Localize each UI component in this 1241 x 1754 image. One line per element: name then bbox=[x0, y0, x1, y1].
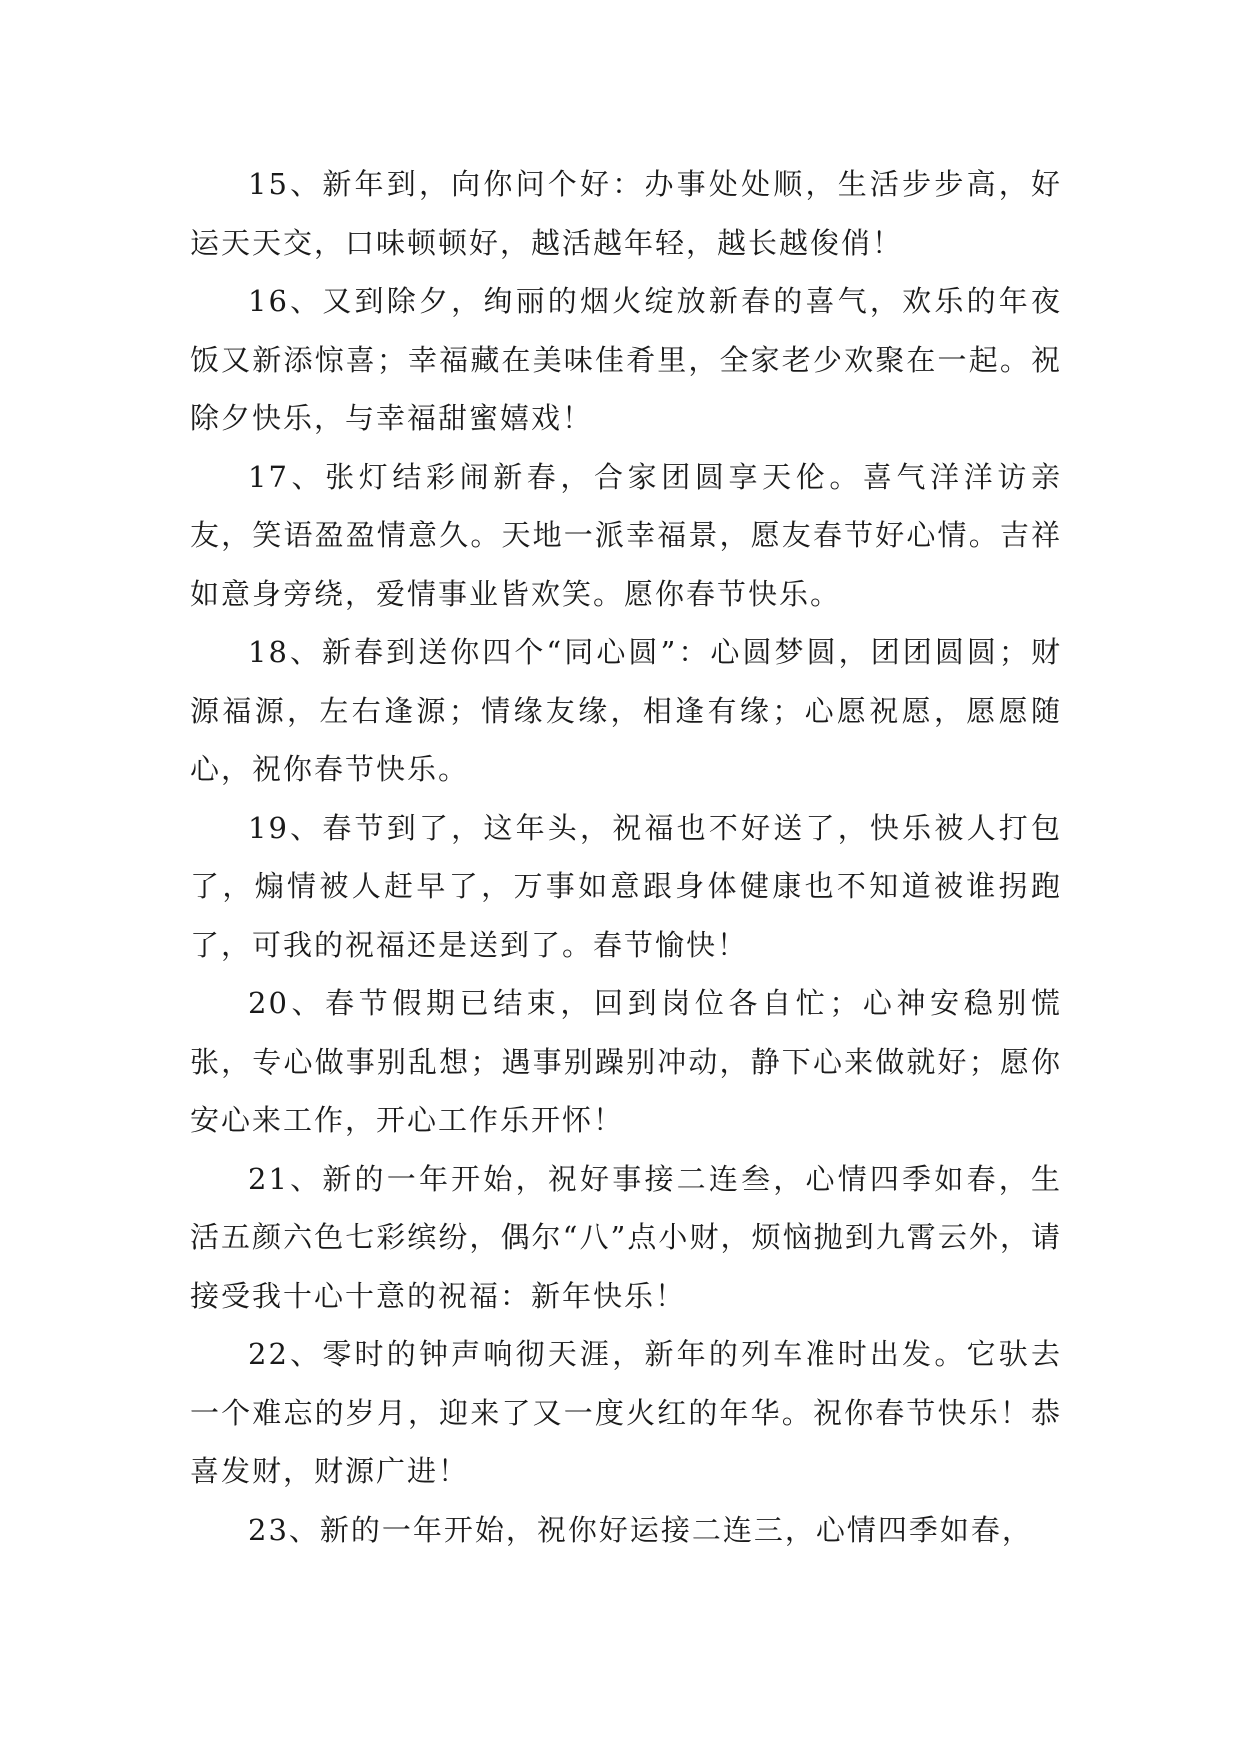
paragraph-19: 19、春节到了，这年头，祝福也不好送了，快乐被人打包了，煽情被人赶早了，万事如意跟身体健康也不知道被谁拐跑了，可我的祝福还是送到了。春节愉快！ bbox=[190, 810, 1062, 962]
paragraph-22: 22、零时的钟声响彻天涯，新年的列车准时出发。它驮去一个难忘的岁月，迎来了又一度火红的年华。祝你春节快乐！恭喜发财，财源广进！ bbox=[190, 1337, 1062, 1488]
paragraph-15: 15、新年到，向你问个好：办事处处顺，生活步步高，好运天天交，口味顿顿好，越活越年轻，越长越俊俏！ bbox=[190, 167, 1062, 260]
paragraph-18: 18、新春到送你四个“同心圆”：心圆梦圆，团团圆圆；财源福源，左右逢源；情缘友缘，相逢有缘；心愿祝愿，愿愿随心，祝你春节快乐。 bbox=[190, 635, 1062, 786]
paragraph-20: 20、春节假期已结束，回到岗位各自忙；心神安稳别慌张，专心做事别乱想；遇事别躁别冲动，静下心来做就好；愿你安心来工作，开心工作乐开怀！ bbox=[190, 986, 1062, 1137]
document-body bbox=[190, 155, 1062, 1559]
paragraph-17: 17、张灯结彩闹新春，合家团圆享天伦。喜气洋洋访亲友，笑语盈盈情意久。天地一派幸福景，愿友春节好心情。吉祥如意身旁绕，爱情事业皆欢笑。愿你春节快乐。 bbox=[190, 459, 1062, 611]
paragraph-16: 16、又到除夕，绚丽的烟火绽放新春的喜气，欢乐的年夜饭又新添惊喜；幸福藏在美味佳肴里，全家老少欢聚在一起。祝除夕快乐，与幸福甜蜜嬉戏！ bbox=[190, 284, 1062, 435]
paragraph-23: 23、新的一年开始，祝你好运接二连三，心情四季如春， bbox=[248, 1512, 1033, 1547]
paragraph-21: 21、新的一年开始，祝好事接二连叁，心情四季如春，生活五颜六色七彩缤纷，偶尔“八”点小财，烦恼抛到九霄云外，请接受我十心十意的祝福：新年快乐！ bbox=[190, 1161, 1062, 1313]
